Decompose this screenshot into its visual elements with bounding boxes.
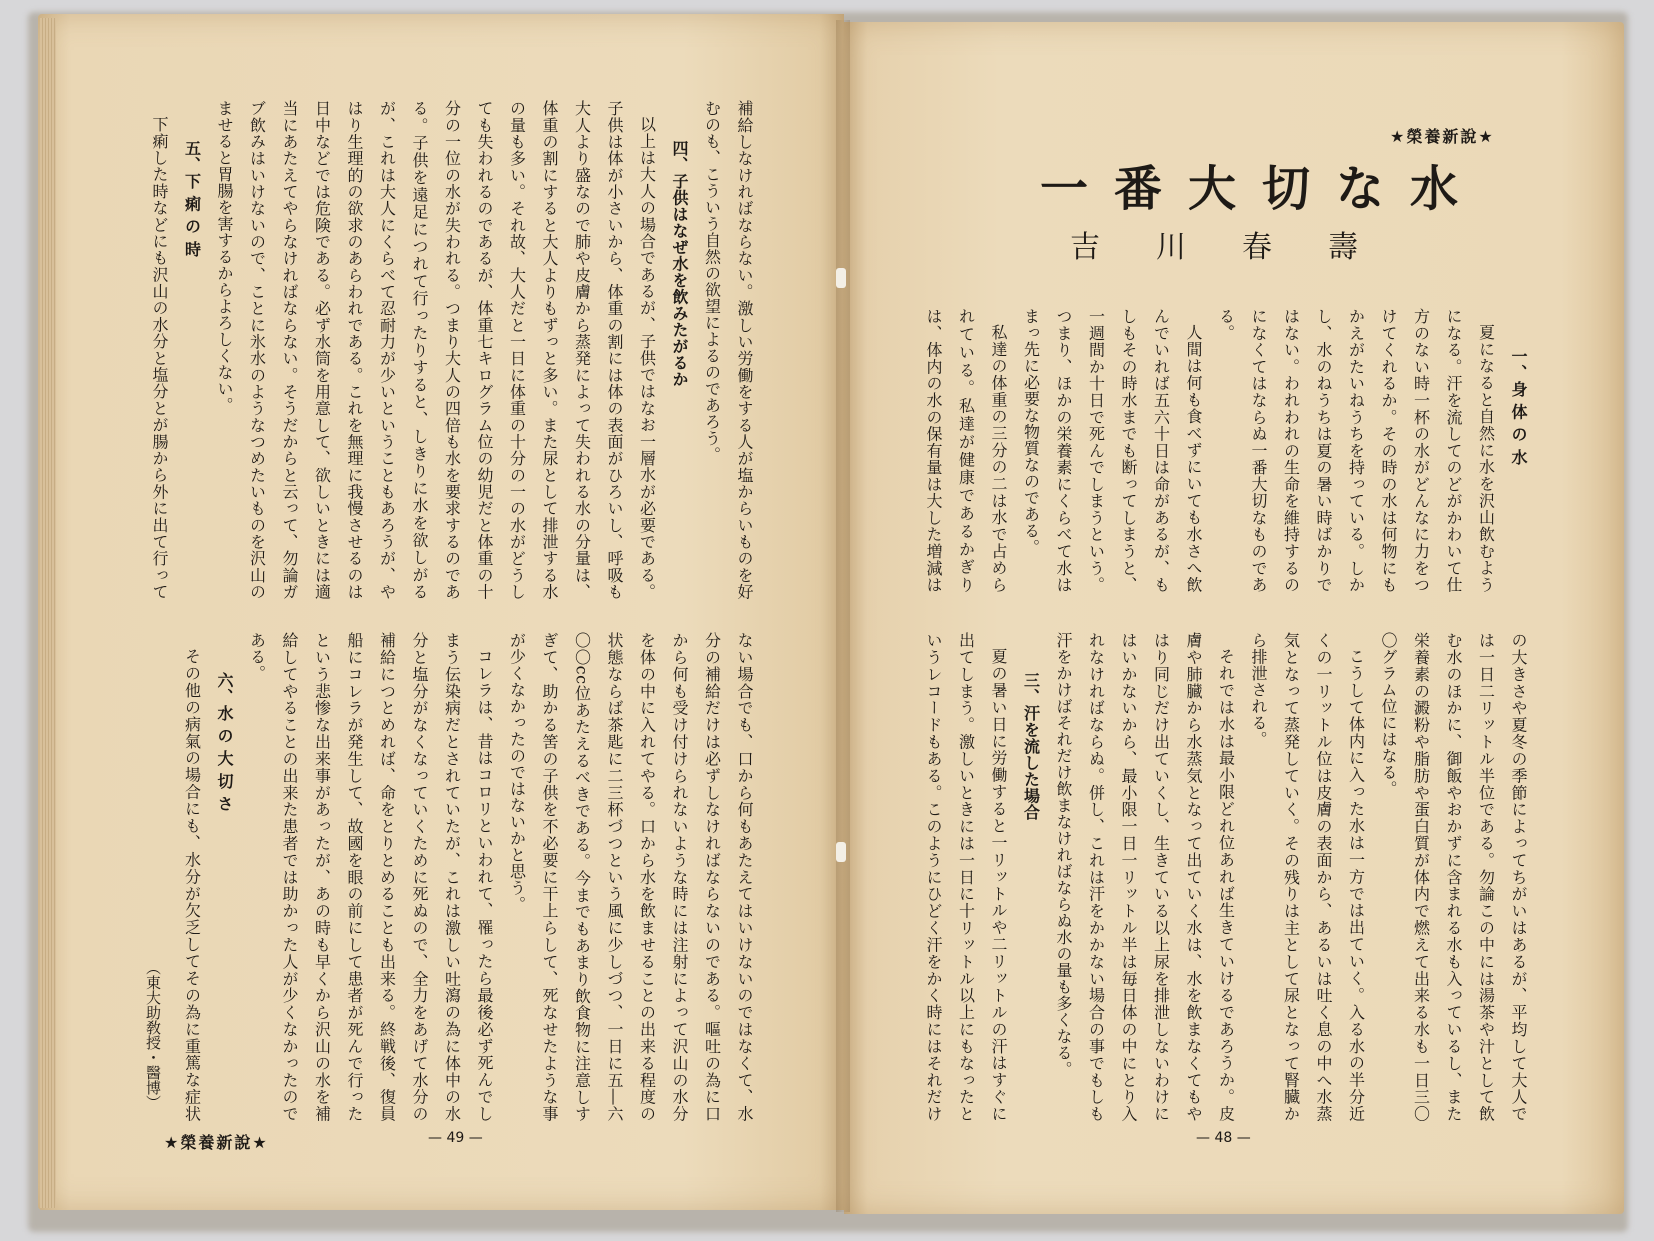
section-heading-4: 四、子供はなぜ水を飲みたがるか	[670, 140, 689, 388]
paragraph: 下痢した時などにも沢山の水分と塩分とが腸から外に出て行って	[150, 116, 169, 600]
right-upper-text	[916, 308, 1534, 593]
footer-series-label: ★榮養新說★	[164, 1133, 269, 1152]
book-gutter	[836, 20, 850, 1212]
paragraph: 夏になると自然に水を沢山飲むようになる。汗を流してのどがかわいて仕方のない時一杯の水がどんなに力をつけてくれるか。その時の水は何物にもかえがたいねうちを持っている。しかし、水のねうちは夏の暑い時ばかりではない。われわれの生命を維持するのになくてはならぬ一番大切なものである。	[1216, 308, 1496, 593]
paragraph: 以上は大人の場合であるが、子供ではなお一層水が必要である。子供は体が小さいから、体重の割には体の表面がひろいし、呼吸も大人より盛なので肺や皮膚から蒸発によって失われる水の分量は、体重の割にすると大人よりもずっと多い。また尿として排泄する水の量も多い。それ故、大人だと一日に体重の十分の一の水がどうしても失われるのであるが、体重七キログラム位の幼児だと体重の十分の一位の水が失われる。つまり大人の四倍も水を要求するのである。子供を遠足につれて行ったりすると、しきりに水を欲しがるが、これは大人にくらべて忍耐力が少いということもあろうが、やはり生理的の欲求のあらわれである。これを無理に我慢させるのは日中などでは危険である。必ず水筒を用意して、欲しいときには適当にあたえてやらなければならない。そうだからと云って、勿論ガブ飲みはいけないので、ことに氷水のようなつめたいものを沢山のませると胃腸を害するからよろしくない。	[215, 100, 657, 600]
paragraph: 補給しなければならない。激しい労働をする人が塩からいものを好むのも、こういう自然の欲望によるのであろう。	[702, 100, 754, 600]
series-label: ★榮養新說★	[1390, 127, 1495, 146]
page-number-right: — 48 —	[1196, 1130, 1251, 1146]
left-upper-text	[140, 100, 760, 600]
paragraph: 人間は何も食べずにいても水さへ飲んでいれば五六十日は命があるが、もしもその時水までも断ってしまうと、一週間か十日で死んでしまうという。つまり、ほかの栄養素にくらべて水はまっ先に必要な物質なのである。	[1021, 308, 1203, 593]
article-author: 吉川春壽	[1070, 230, 1414, 265]
paragraph: こうして体内に入った水は一方では出ていく。入る水の半分近くの一リットル位は皮膚の表面から、あるいは吐く息の中へ水蒸気となって蒸発していく。その残りは主として尿となって腎臓から排泄される。	[1249, 632, 1366, 1122]
staple-top	[836, 268, 846, 288]
section-heading-3: 三、汗を流した場合	[1021, 672, 1041, 821]
section-heading-6: 六、水 の 大 切 さ	[215, 672, 234, 812]
left-lower-text	[180, 632, 760, 1122]
paragraph: 私達の体重の三分の二は水で占められている。私達が健康であるかぎりは、体内の水の保有量は大した増減は	[924, 308, 1008, 593]
section-heading-1: 一、身 体 の 水	[1509, 348, 1528, 466]
paragraph: それでは水は最小限どれ位あれば生きていけるであろうか。皮膚や肺臓から水蒸気となって出ていく水は、水を飲まなくてもやはり同じだけ出ていくし、生きている以上尿を排泄しないわけにはいかないから、最小限一日一リットル半は毎日体の中にとり入れなければならぬ。併し、これは汗をかかない場合の事でもしも汗をかけばそれだけ飲まなければならぬ水の量も多くなる。	[1054, 632, 1236, 1122]
page-number-left: — 49 —	[428, 1130, 483, 1146]
page-stack-edge	[40, 18, 56, 1208]
staple-bottom	[836, 842, 846, 862]
section-heading-5: 五、下 痢 の 時	[182, 140, 202, 258]
paragraph: の大きさや夏冬の季節によってちがいはあるが、平均して大人では一日二リットル半位である。勿論この中には湯茶や汁として飲む水のほかに、御飯やおかずに含まれる水も入っているし、また栄養素の澱粉や脂肪や蛋白質が体内で燃えて出来る水も一日三〇〇グラム位にはなる。	[1379, 632, 1528, 1122]
paragraph: ない場合でも、口から何もあたえてはいけないのではなくて、水分の補給だけは必ずしなければならないのである。嘔吐の為に口から何も受け付けられないような時には注射によって沢山の水分を体の中に入れてやる。口から水を飲ませることの出来る程度の状態ならば茶匙に二三杯づつという風に少しづつ、一日に五―六〇〇cc位あたえるべきである。今までもあまり飲食物に注意しすぎて、助かる筈の子供を不必要に干上らして、死なせたような事が少くなかったのではないかと思う。	[507, 632, 754, 1122]
paragraph: コレラは、昔はコロリといわれて、罹ったら最後必ず死んでしまう伝染病だとされていたが、これは激しい吐瀉の為に体中の水分と塩分がなくなっていくために死ぬので、全力をあげて水分の補給につとめれば、命をとりとめることも出来る。終戦後、復員船にコレラが発生して、故國を眼の前にして患者が死んで行ったという悲惨な出来事があったが、あの時も早くから沢山の水を補給してやることの出来た患者では助かった人が少くなかったのである。	[247, 632, 494, 1122]
paragraph: その他の病氣の場合にも、水分が欠乏してその為に重篤な症状	[182, 648, 202, 1122]
article-title: 一番大切な水	[1040, 161, 1485, 217]
right-lower-text	[916, 632, 1534, 1122]
author-credit: （東大助敎授・醫博）	[144, 960, 162, 1110]
paragraph: 夏の暑い日に労働すると一リットルや二リットルの汗はすぐに出てしまう。激しいときには一日に十リットル以上にもなったというレコードもある。このようにひどく汗をかく時にはそれだけ	[924, 632, 1008, 1122]
